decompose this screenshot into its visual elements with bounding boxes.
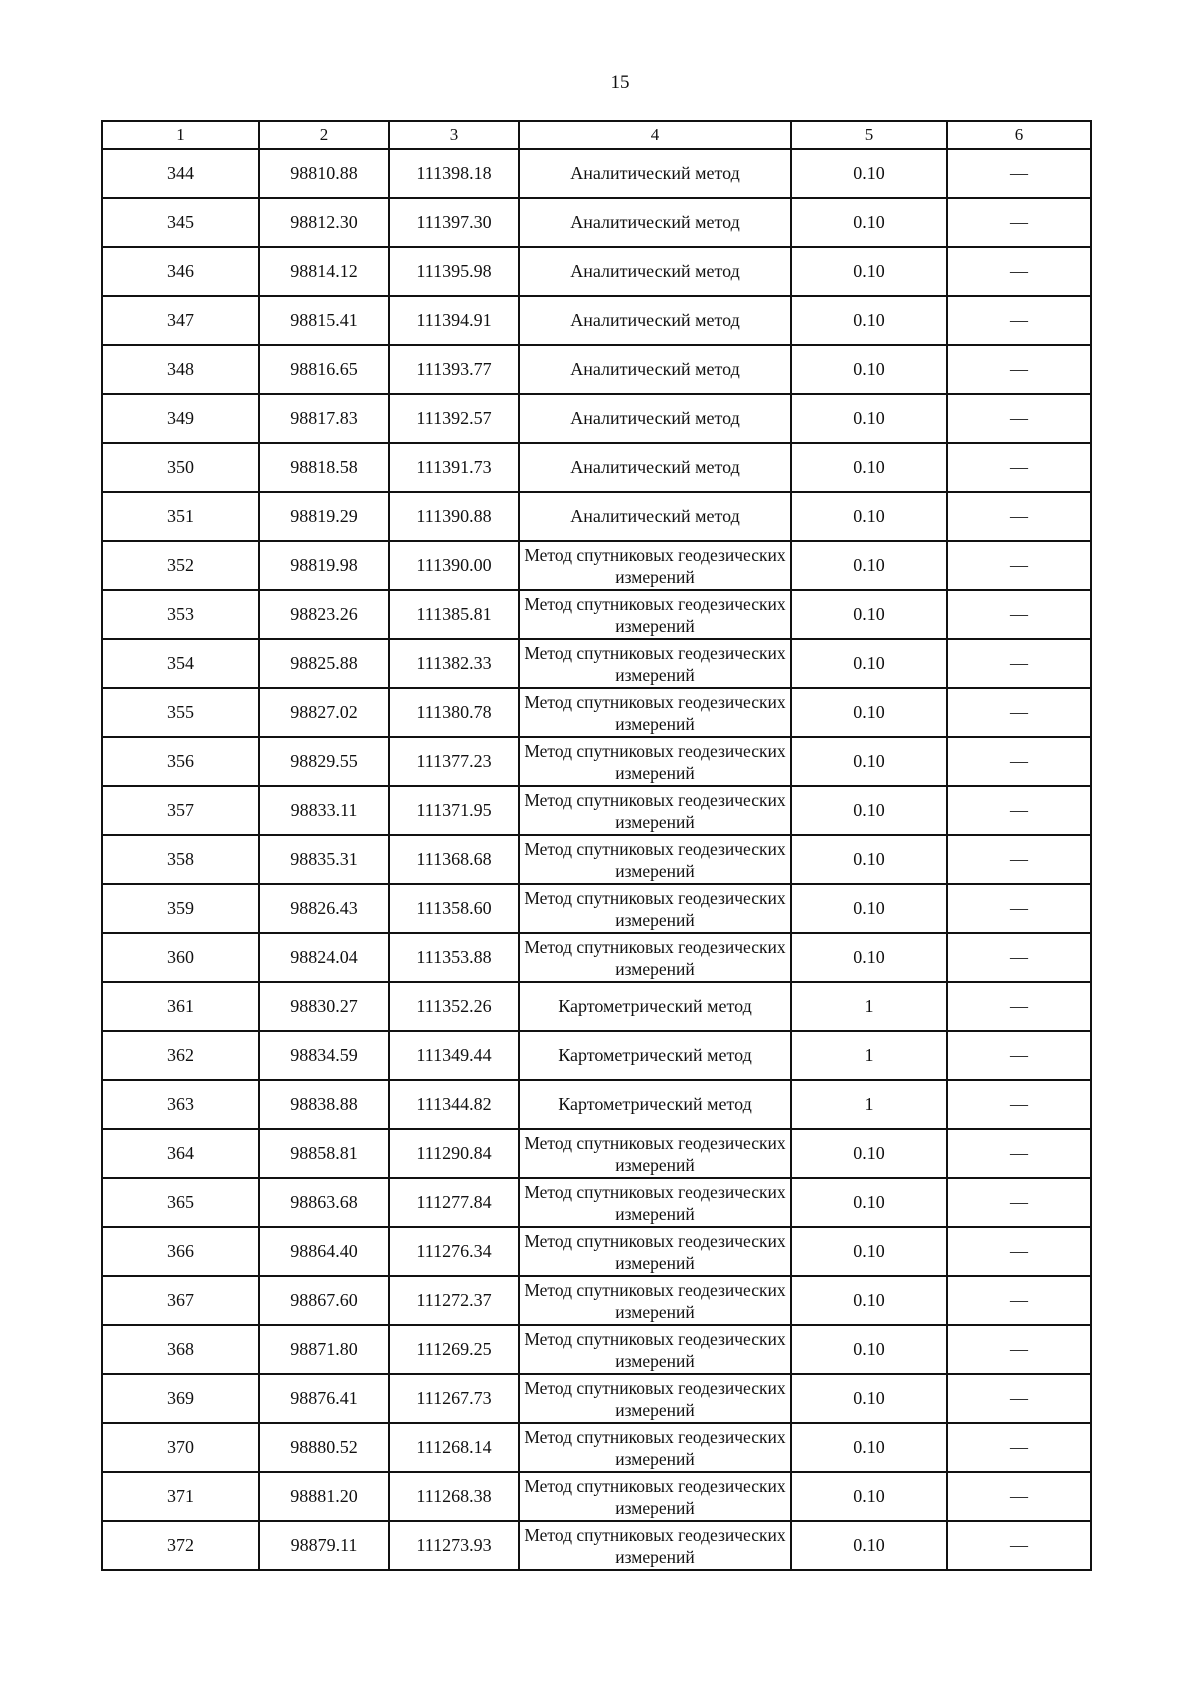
x-coordinate-cell: 98815.41 <box>259 296 389 345</box>
accuracy-cell: 0.10 <box>791 1521 947 1570</box>
accuracy-cell: 0.10 <box>791 443 947 492</box>
method-cell: Аналитический метод <box>519 394 791 443</box>
x-coordinate-cell: 98817.83 <box>259 394 389 443</box>
point-number-cell: 346 <box>102 247 259 296</box>
accuracy-cell: 0.10 <box>791 1374 947 1423</box>
y-coordinate-cell: 111349.44 <box>389 1031 519 1080</box>
method-cell: Метод спутниковых геодезических измерений <box>519 590 791 639</box>
table-row <box>102 296 1091 345</box>
column-header: 6 <box>947 121 1091 149</box>
point-number-cell: 360 <box>102 933 259 982</box>
table-row <box>102 1374 1091 1423</box>
point-number-cell: 352 <box>102 541 259 590</box>
x-coordinate-cell: 98876.41 <box>259 1374 389 1423</box>
header-row <box>102 121 1091 149</box>
method-cell: Аналитический метод <box>519 296 791 345</box>
table-row <box>102 1178 1091 1227</box>
x-coordinate-cell: 98838.88 <box>259 1080 389 1129</box>
point-number-cell: 357 <box>102 786 259 835</box>
x-coordinate-cell: 98881.20 <box>259 1472 389 1521</box>
accuracy-cell: 1 <box>791 1080 947 1129</box>
point-number-cell: 366 <box>102 1227 259 1276</box>
table-row <box>102 884 1091 933</box>
x-coordinate-cell: 98879.11 <box>259 1521 389 1570</box>
x-coordinate-cell: 98827.02 <box>259 688 389 737</box>
table-row <box>102 345 1091 394</box>
table-row <box>102 590 1091 639</box>
accuracy-cell: 0.10 <box>791 296 947 345</box>
x-coordinate-cell: 98880.52 <box>259 1423 389 1472</box>
table-row <box>102 1080 1091 1129</box>
y-coordinate-cell: 111352.26 <box>389 982 519 1031</box>
y-coordinate-cell: 111382.33 <box>389 639 519 688</box>
accuracy-cell: 0.10 <box>791 394 947 443</box>
point-number-cell: 367 <box>102 1276 259 1325</box>
point-number-cell: 372 <box>102 1521 259 1570</box>
description-cell: — <box>947 492 1091 541</box>
accuracy-cell: 0.10 <box>791 345 947 394</box>
x-coordinate-cell: 98819.98 <box>259 541 389 590</box>
table-row <box>102 1325 1091 1374</box>
y-coordinate-cell: 111353.88 <box>389 933 519 982</box>
method-cell: Метод спутниковых геодезических измерений <box>519 1325 791 1374</box>
x-coordinate-cell: 98819.29 <box>259 492 389 541</box>
description-cell: — <box>947 1080 1091 1129</box>
description-cell: — <box>947 1472 1091 1521</box>
coordinates-table <box>101 120 1092 1571</box>
x-coordinate-cell: 98816.65 <box>259 345 389 394</box>
method-cell: Аналитический метод <box>519 247 791 296</box>
point-number-cell: 364 <box>102 1129 259 1178</box>
table-row <box>102 933 1091 982</box>
table-row <box>102 982 1091 1031</box>
x-coordinate-cell: 98825.88 <box>259 639 389 688</box>
y-coordinate-cell: 111392.57 <box>389 394 519 443</box>
point-number-cell: 371 <box>102 1472 259 1521</box>
method-cell: Метод спутниковых геодезических измерений <box>519 933 791 982</box>
x-coordinate-cell: 98864.40 <box>259 1227 389 1276</box>
column-header: 2 <box>259 121 389 149</box>
point-number-cell: 362 <box>102 1031 259 1080</box>
table-row <box>102 1521 1091 1570</box>
x-coordinate-cell: 98858.81 <box>259 1129 389 1178</box>
description-cell: — <box>947 1227 1091 1276</box>
y-coordinate-cell: 111358.60 <box>389 884 519 933</box>
point-number-cell: 345 <box>102 198 259 247</box>
accuracy-cell: 0.10 <box>791 541 947 590</box>
point-number-cell: 350 <box>102 443 259 492</box>
point-number-cell: 363 <box>102 1080 259 1129</box>
y-coordinate-cell: 111380.78 <box>389 688 519 737</box>
point-number-cell: 347 <box>102 296 259 345</box>
x-coordinate-cell: 98829.55 <box>259 737 389 786</box>
description-cell: — <box>947 345 1091 394</box>
description-cell: — <box>947 1178 1091 1227</box>
description-cell: — <box>947 1374 1091 1423</box>
y-coordinate-cell: 111390.88 <box>389 492 519 541</box>
table-row <box>102 247 1091 296</box>
method-cell: Метод спутниковых геодезических измерений <box>519 1129 791 1178</box>
x-coordinate-cell: 98863.68 <box>259 1178 389 1227</box>
description-cell: — <box>947 884 1091 933</box>
description-cell: — <box>947 590 1091 639</box>
method-cell: Метод спутниковых геодезических измерений <box>519 835 791 884</box>
method-cell: Метод спутниковых геодезических измерений <box>519 1472 791 1521</box>
y-coordinate-cell: 111385.81 <box>389 590 519 639</box>
description-cell: — <box>947 982 1091 1031</box>
accuracy-cell: 0.10 <box>791 1423 947 1472</box>
y-coordinate-cell: 111371.95 <box>389 786 519 835</box>
x-coordinate-cell: 98833.11 <box>259 786 389 835</box>
description-cell: — <box>947 394 1091 443</box>
y-coordinate-cell: 111272.37 <box>389 1276 519 1325</box>
point-number-cell: 369 <box>102 1374 259 1423</box>
description-cell: — <box>947 1521 1091 1570</box>
x-coordinate-cell: 98810.88 <box>259 149 389 198</box>
method-cell: Метод спутниковых геодезических измерений <box>519 737 791 786</box>
table-body <box>102 149 1091 1570</box>
description-cell: — <box>947 786 1091 835</box>
accuracy-cell: 0.10 <box>791 884 947 933</box>
table-row <box>102 541 1091 590</box>
method-cell: Метод спутниковых геодезических измерений <box>519 1521 791 1570</box>
table-row <box>102 688 1091 737</box>
y-coordinate-cell: 111395.98 <box>389 247 519 296</box>
table-row <box>102 443 1091 492</box>
description-cell: — <box>947 1325 1091 1374</box>
description-cell: — <box>947 835 1091 884</box>
method-cell: Картометрический метод <box>519 1031 791 1080</box>
y-coordinate-cell: 111344.82 <box>389 1080 519 1129</box>
x-coordinate-cell: 98823.26 <box>259 590 389 639</box>
description-cell: — <box>947 198 1091 247</box>
table-row <box>102 835 1091 884</box>
y-coordinate-cell: 111397.30 <box>389 198 519 247</box>
accuracy-cell: 0.10 <box>791 198 947 247</box>
accuracy-cell: 0.10 <box>791 688 947 737</box>
description-cell: — <box>947 149 1091 198</box>
page-number: 15 <box>610 72 630 93</box>
table-row <box>102 786 1091 835</box>
y-coordinate-cell: 111394.91 <box>389 296 519 345</box>
point-number-cell: 358 <box>102 835 259 884</box>
accuracy-cell: 0.10 <box>791 590 947 639</box>
accuracy-cell: 0.10 <box>791 1325 947 1374</box>
method-cell: Метод спутниковых геодезических измерений <box>519 541 791 590</box>
x-coordinate-cell: 98871.80 <box>259 1325 389 1374</box>
description-cell: — <box>947 933 1091 982</box>
accuracy-cell: 0.10 <box>791 247 947 296</box>
point-number-cell: 365 <box>102 1178 259 1227</box>
method-cell: Метод спутниковых геодезических измерений <box>519 786 791 835</box>
y-coordinate-cell: 111267.73 <box>389 1374 519 1423</box>
x-coordinate-cell: 98867.60 <box>259 1276 389 1325</box>
description-cell: — <box>947 1129 1091 1178</box>
column-header: 1 <box>102 121 259 149</box>
x-coordinate-cell: 98835.31 <box>259 835 389 884</box>
accuracy-cell: 0.10 <box>791 786 947 835</box>
table-row <box>102 1423 1091 1472</box>
x-coordinate-cell: 98812.30 <box>259 198 389 247</box>
y-coordinate-cell: 111268.38 <box>389 1472 519 1521</box>
table-row <box>102 198 1091 247</box>
method-cell: Метод спутниковых геодезических измерений <box>519 884 791 933</box>
table-row <box>102 394 1091 443</box>
column-header: 4 <box>519 121 791 149</box>
description-cell: — <box>947 296 1091 345</box>
accuracy-cell: 0.10 <box>791 737 947 786</box>
method-cell: Аналитический метод <box>519 443 791 492</box>
point-number-cell: 353 <box>102 590 259 639</box>
method-cell: Аналитический метод <box>519 345 791 394</box>
y-coordinate-cell: 111398.18 <box>389 149 519 198</box>
table-row <box>102 492 1091 541</box>
x-coordinate-cell: 98834.59 <box>259 1031 389 1080</box>
x-coordinate-cell: 98826.43 <box>259 884 389 933</box>
column-header: 5 <box>791 121 947 149</box>
column-header: 3 <box>389 121 519 149</box>
point-number-cell: 348 <box>102 345 259 394</box>
description-cell: — <box>947 639 1091 688</box>
accuracy-cell: 0.10 <box>791 1129 947 1178</box>
method-cell: Метод спутниковых геодезических измерений <box>519 1178 791 1227</box>
accuracy-cell: 0.10 <box>791 149 947 198</box>
description-cell: — <box>947 1276 1091 1325</box>
point-number-cell: 349 <box>102 394 259 443</box>
y-coordinate-cell: 111277.84 <box>389 1178 519 1227</box>
y-coordinate-cell: 111290.84 <box>389 1129 519 1178</box>
method-cell: Метод спутниковых геодезических измерений <box>519 1374 791 1423</box>
point-number-cell: 368 <box>102 1325 259 1374</box>
method-cell: Картометрический метод <box>519 1080 791 1129</box>
accuracy-cell: 1 <box>791 982 947 1031</box>
description-cell: — <box>947 1031 1091 1080</box>
point-number-cell: 370 <box>102 1423 259 1472</box>
y-coordinate-cell: 111377.23 <box>389 737 519 786</box>
method-cell: Аналитический метод <box>519 492 791 541</box>
table-row <box>102 1031 1091 1080</box>
y-coordinate-cell: 111368.68 <box>389 835 519 884</box>
accuracy-cell: 0.10 <box>791 1178 947 1227</box>
x-coordinate-cell: 98830.27 <box>259 982 389 1031</box>
table-row <box>102 1129 1091 1178</box>
accuracy-cell: 0.10 <box>791 835 947 884</box>
x-coordinate-cell: 98818.58 <box>259 443 389 492</box>
x-coordinate-cell: 98824.04 <box>259 933 389 982</box>
method-cell: Аналитический метод <box>519 149 791 198</box>
description-cell: — <box>947 737 1091 786</box>
method-cell: Метод спутниковых геодезических измерений <box>519 1276 791 1325</box>
table-row <box>102 639 1091 688</box>
table-row <box>102 1276 1091 1325</box>
y-coordinate-cell: 111390.00 <box>389 541 519 590</box>
method-cell: Картометрический метод <box>519 982 791 1031</box>
point-number-cell: 355 <box>102 688 259 737</box>
point-number-cell: 356 <box>102 737 259 786</box>
table-row <box>102 149 1091 198</box>
accuracy-cell: 0.10 <box>791 1227 947 1276</box>
point-number-cell: 344 <box>102 149 259 198</box>
y-coordinate-cell: 111269.25 <box>389 1325 519 1374</box>
method-cell: Аналитический метод <box>519 198 791 247</box>
description-cell: — <box>947 688 1091 737</box>
x-coordinate-cell: 98814.12 <box>259 247 389 296</box>
method-cell: Метод спутниковых геодезических измерений <box>519 1227 791 1276</box>
accuracy-cell: 0.10 <box>791 933 947 982</box>
table-row <box>102 737 1091 786</box>
table-row <box>102 1472 1091 1521</box>
table-header <box>102 121 1091 149</box>
table-row <box>102 1227 1091 1276</box>
accuracy-cell: 0.10 <box>791 639 947 688</box>
description-cell: — <box>947 247 1091 296</box>
y-coordinate-cell: 111391.73 <box>389 443 519 492</box>
point-number-cell: 361 <box>102 982 259 1031</box>
point-number-cell: 354 <box>102 639 259 688</box>
y-coordinate-cell: 111273.93 <box>389 1521 519 1570</box>
description-cell: — <box>947 443 1091 492</box>
y-coordinate-cell: 111393.77 <box>389 345 519 394</box>
point-number-cell: 359 <box>102 884 259 933</box>
method-cell: Метод спутниковых геодезических измерений <box>519 1423 791 1472</box>
accuracy-cell: 0.10 <box>791 492 947 541</box>
accuracy-cell: 0.10 <box>791 1472 947 1521</box>
y-coordinate-cell: 111268.14 <box>389 1423 519 1472</box>
method-cell: Метод спутниковых геодезических измерений <box>519 639 791 688</box>
accuracy-cell: 0.10 <box>791 1276 947 1325</box>
y-coordinate-cell: 111276.34 <box>389 1227 519 1276</box>
description-cell: — <box>947 1423 1091 1472</box>
accuracy-cell: 1 <box>791 1031 947 1080</box>
point-number-cell: 351 <box>102 492 259 541</box>
method-cell: Метод спутниковых геодезических измерений <box>519 688 791 737</box>
description-cell: — <box>947 541 1091 590</box>
